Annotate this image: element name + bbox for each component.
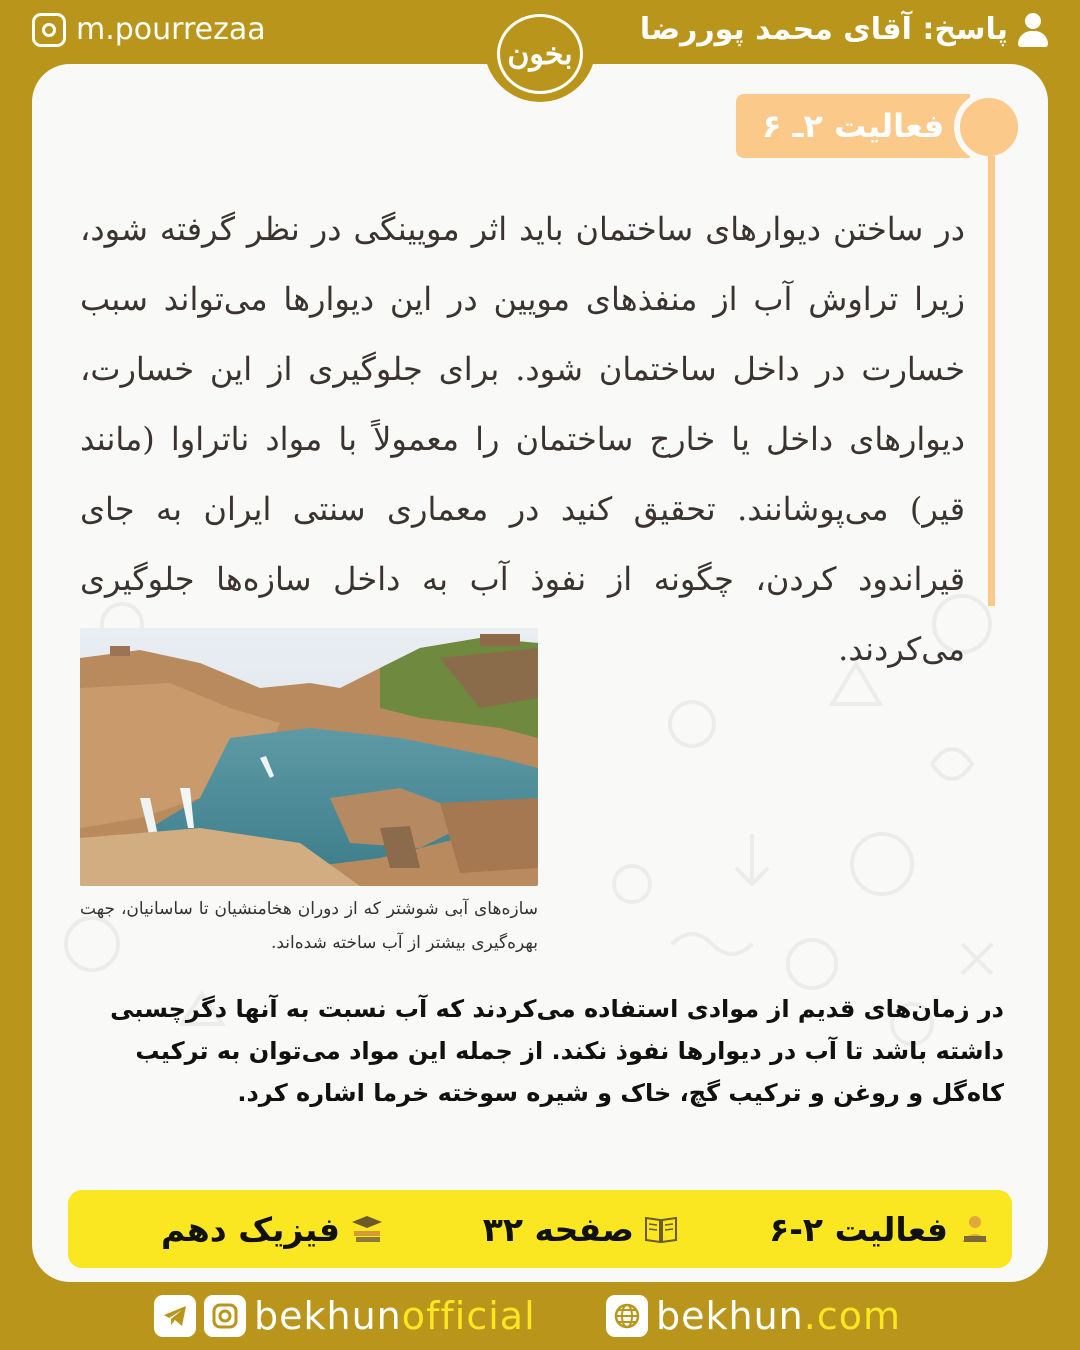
- info-activity: [769, 1190, 992, 1268]
- website-url: [656, 1294, 901, 1338]
- logo-text: بخون: [497, 14, 583, 94]
- telegram-icon[interactable]: [154, 1295, 196, 1337]
- content-card: [32, 64, 1048, 1282]
- social-handle: [254, 1294, 536, 1338]
- activity-title: فعالیت ۲ـ ۶: [736, 94, 970, 158]
- shushtar-water-structures-photo: [80, 628, 538, 886]
- instagram-icon: [32, 13, 66, 47]
- graduation-books-icon: [350, 1214, 384, 1244]
- website-url-suffix: .com: [803, 1294, 902, 1338]
- answer-author: پاسخ: آقای محمد پوررضا: [639, 12, 1008, 47]
- info-subject-label: فیزیک دهم: [161, 1209, 340, 1249]
- answer-author-block: [640, 12, 1048, 47]
- textbook-paragraph: در ساختن دیوارهای ساختمان باید اثر مویینگی در نظر گرفته شود، زیرا تراوش آب از منفذهای مویین در این دیوارها می‌تواند سبب خسارت در داخل ساختمان شود. برای جلوگیری از این خسارت، دیوارهای داخل یا خارج ساختمان را معمولاً با مواد ناتراوا (مانند قیر) می‌پوشانند. تحقیق کنید در معماری سنتی ایران به جای قیراندود کردن، چگونه از نفوذ آب به داخل سازه‌ها جلوگیری می‌کردند.: [80, 210, 965, 668]
- website-link[interactable]: [606, 1294, 901, 1338]
- globe-icon: [606, 1295, 648, 1337]
- info-page: [483, 1190, 678, 1268]
- social-links[interactable]: [154, 1294, 536, 1338]
- photo-caption: سازه‌های آبی شوشتر که از دوران هخامنشیان تا ساسانیان، جهت بهره‌گیری بیشتر از آب ساخته شده‌اند.: [80, 899, 538, 953]
- instagram-handle: m.pourrezaa: [76, 12, 266, 47]
- activity-tab-circle: [954, 92, 1024, 162]
- instagram-icon[interactable]: [204, 1295, 246, 1337]
- answer-text: در زمان‌های قدیم از موادی استفاده می‌کردند که آب نسبت به آنها دگرچسبی داشته باشد تا آب در دیوارها نفوذ نکند. از جمله این مواد می‌توان به ترکیب کاه‌گل و روغن و ترکیب گچ، خاک و شیره سوخته خرما اشاره کرد.: [110, 995, 1004, 1107]
- activity-side-line: [988, 156, 995, 606]
- social-handle-suffix: official: [401, 1294, 536, 1338]
- info-subject: [161, 1190, 384, 1268]
- info-activity-label: فعالیت ۲-۶: [769, 1209, 948, 1249]
- instagram-handle-block[interactable]: [32, 12, 266, 47]
- website-url-prefix: bekhun: [656, 1294, 804, 1338]
- teacher-icon: [958, 1214, 992, 1244]
- social-handle-prefix: bekhun: [254, 1294, 402, 1338]
- open-book-icon: [644, 1214, 678, 1244]
- footer: [0, 1282, 1080, 1350]
- user-icon: [1018, 13, 1048, 47]
- info-bar: [68, 1190, 1012, 1268]
- info-page-label: صفحه ۳۲: [482, 1209, 634, 1249]
